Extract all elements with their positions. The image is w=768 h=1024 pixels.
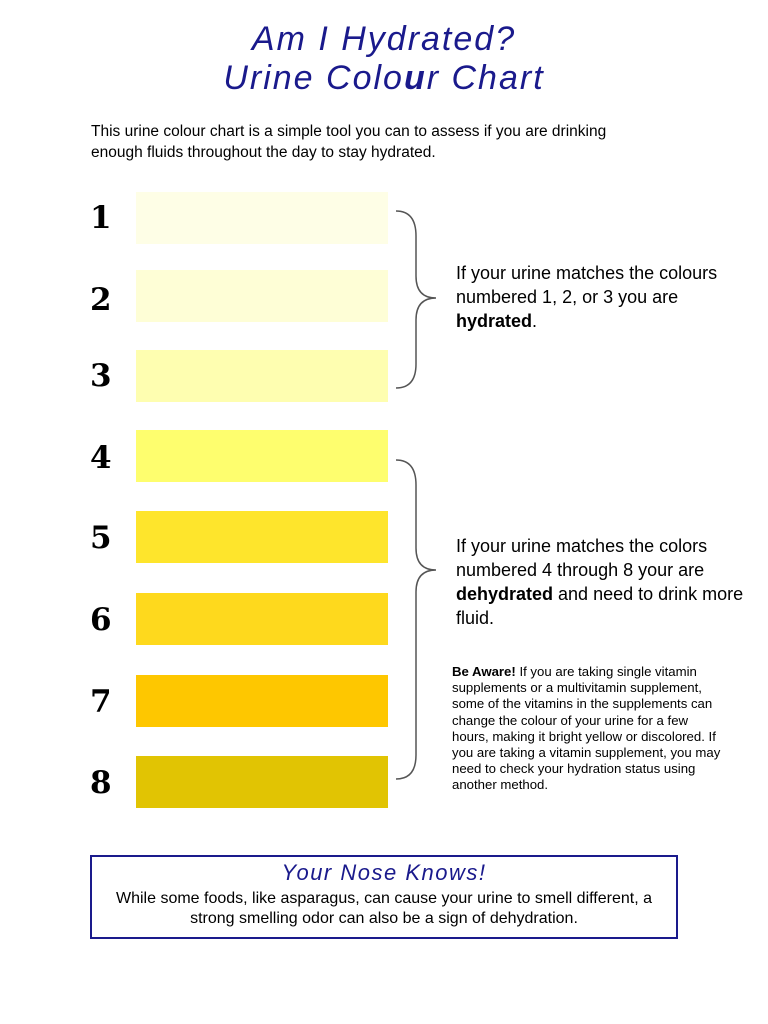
title-part-a: Urine Colo [223,59,404,97]
dehydrated-note-end: and need to drink more fluid. [456,584,744,628]
intro-paragraph: This urine colour chart is a simple tool you can to assess if you are drinking enough fluids throughout the day to stay hydrated. [91,123,607,161]
color-swatch-2 [136,270,388,322]
be-aware-text: If you are taking single vitamin supplements or a multivitamin supplement, some of the vitamins in the supplements can change the colour of your urine for a few hours, making it bright yellow or discolored. If you are taking a vitamin supplement, you may need to check your hydration status using another method. [452,664,721,793]
scale-number-5: 5 [90,520,112,556]
color-swatch-6 [136,593,388,645]
title-highlight-u: u [403,59,427,97]
scale-number-8: 8 [90,765,112,801]
nose-knows-text: While some foods, like asparagus, can cause your urine to smell different, a strong smelling odor can also be a sign of dehydration. [116,890,652,927]
dehydrated-note-bold: dehydrated [456,584,554,604]
scale-number-1: 1 [90,200,112,236]
color-swatch-7 [136,675,388,727]
hydrated-note-text: If your urine matches the colours numbered 1, 2, or 3 you are [456,263,718,307]
brace-graphic [394,0,444,800]
page-title-line-1: Am I Hydrated? [251,20,517,58]
dehydrated-note-text: If your urine matches the colors numbered 4 through 8 your are [456,536,708,580]
hydrated-note-bold: hydrated [456,311,533,331]
color-swatch-1 [136,192,388,244]
hydrated-note [456,261,746,333]
dehydrated-brace [396,460,436,779]
color-swatch-4 [136,430,388,482]
title-part-b: r Chart [426,59,545,97]
be-aware-label: Be Aware! [452,664,516,679]
scale-number-2: 2 [90,282,112,318]
dehydrated-note [456,534,746,630]
nose-knows-title: Your Nose Knows! [281,860,487,885]
scale-number-3: 3 [90,358,112,394]
color-swatch-5 [136,511,388,563]
be-aware-note [452,664,727,794]
nose-knows-box [90,855,678,939]
hydrated-note-end: . [532,311,538,331]
scale-number-7: 7 [90,684,112,720]
scale-number-4: 4 [90,440,112,476]
color-swatch-3 [136,350,388,402]
hydrated-brace [396,211,436,388]
scale-number-6: 6 [90,602,112,638]
color-swatch-8 [136,756,388,808]
page-title-line-2 [0,60,768,96]
